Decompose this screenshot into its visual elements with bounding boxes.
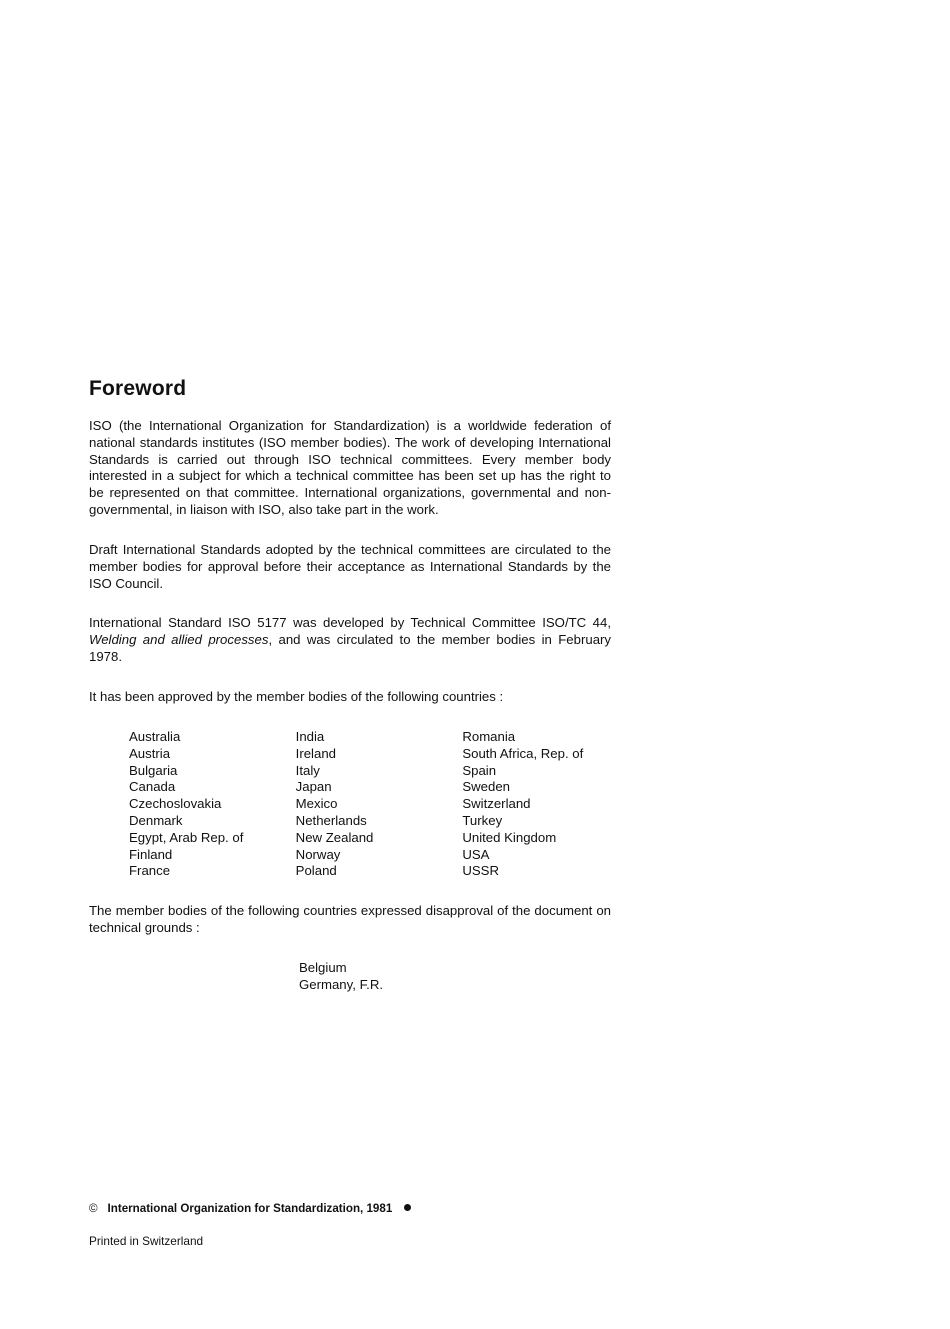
country-item: Mexico [295, 796, 338, 812]
printed-location: Printed in Switzerland [89, 1234, 204, 1248]
country-item: Czechoslovakia [129, 796, 222, 812]
country-item: United Kingdom [462, 829, 557, 845]
approving-countries-list [129, 729, 629, 880]
copyright-line [89, 1202, 411, 1215]
country-item: Switzerland [462, 796, 531, 812]
page-title: Foreword [89, 377, 187, 400]
country-item: USSR [462, 863, 499, 879]
copyright-icon: © [89, 1202, 98, 1215]
country-item: India [295, 729, 325, 744]
country-item: Canada [129, 779, 176, 795]
paragraph-standard-origin [89, 615, 611, 665]
country-column-2 [296, 729, 463, 880]
country-item: Sweden [462, 779, 511, 795]
country-item: Japan [295, 779, 332, 795]
country-item: Netherlands [295, 812, 367, 828]
paragraph-standard-origin-tail: , and was circulated to the member bodies in February 1978. [89, 631, 612, 664]
country-column-3 [462, 729, 629, 880]
committee-title: Welding and allied processes [89, 631, 269, 647]
country-item: New Zealand [295, 829, 374, 845]
country-item: Norway [295, 846, 341, 862]
paragraph-iso-intro: ISO (the International Organization for Standardization) is a worldwide federation of national standards institutes (ISO member bodies). The work of developing International Standards is carried out through ISO technical committees. Every member body interested in a subject for which a technical committee has been set up has the right to be represented on that committee. International organizations, governmental and non-governmental, in liaison with ISO, also take part in the work. [89, 418, 611, 517]
country-item: Egypt, Arab Rep. of [129, 829, 244, 845]
country-item: Spain [462, 762, 497, 778]
country-item: Romania [462, 729, 516, 744]
country-item: Poland [295, 863, 337, 879]
country-item: Germany, F.R. [299, 976, 384, 992]
bullet-dot-icon [404, 1204, 411, 1211]
country-item: Denmark [129, 812, 183, 828]
country-item: Turkey [462, 812, 503, 828]
country-item: Ireland [295, 745, 336, 761]
country-item: Italy [295, 762, 320, 778]
country-item: Bulgaria [129, 762, 178, 778]
paragraph-disapproval: The member bodies of the following countries expressed disapproval of the document on technical grounds : [89, 903, 611, 935]
country-item: Australia [129, 729, 181, 744]
country-column-1 [129, 729, 296, 880]
paragraph-approval: It has been approved by the member bodies of the following countries : [89, 689, 504, 704]
country-item: USA [462, 846, 490, 862]
disapproving-countries-list [299, 960, 383, 994]
country-item: Finland [129, 846, 173, 862]
country-item: Austria [129, 745, 171, 761]
country-item: France [129, 863, 171, 879]
country-item: South Africa, Rep. of [462, 745, 584, 761]
country-item: Belgium [299, 960, 347, 975]
paragraph-draft-standards: Draft International Standards adopted by the technical committees are circulated to the member bodies for approval before their acceptance as International Standards by the ISO Council. [89, 542, 611, 591]
copyright-text: International Organization for Standardization, 1981 [107, 1202, 393, 1215]
paragraph-standard-origin-text: International Standard ISO 5177 was developed by Technical Committee ISO/TC 44, [89, 615, 611, 630]
